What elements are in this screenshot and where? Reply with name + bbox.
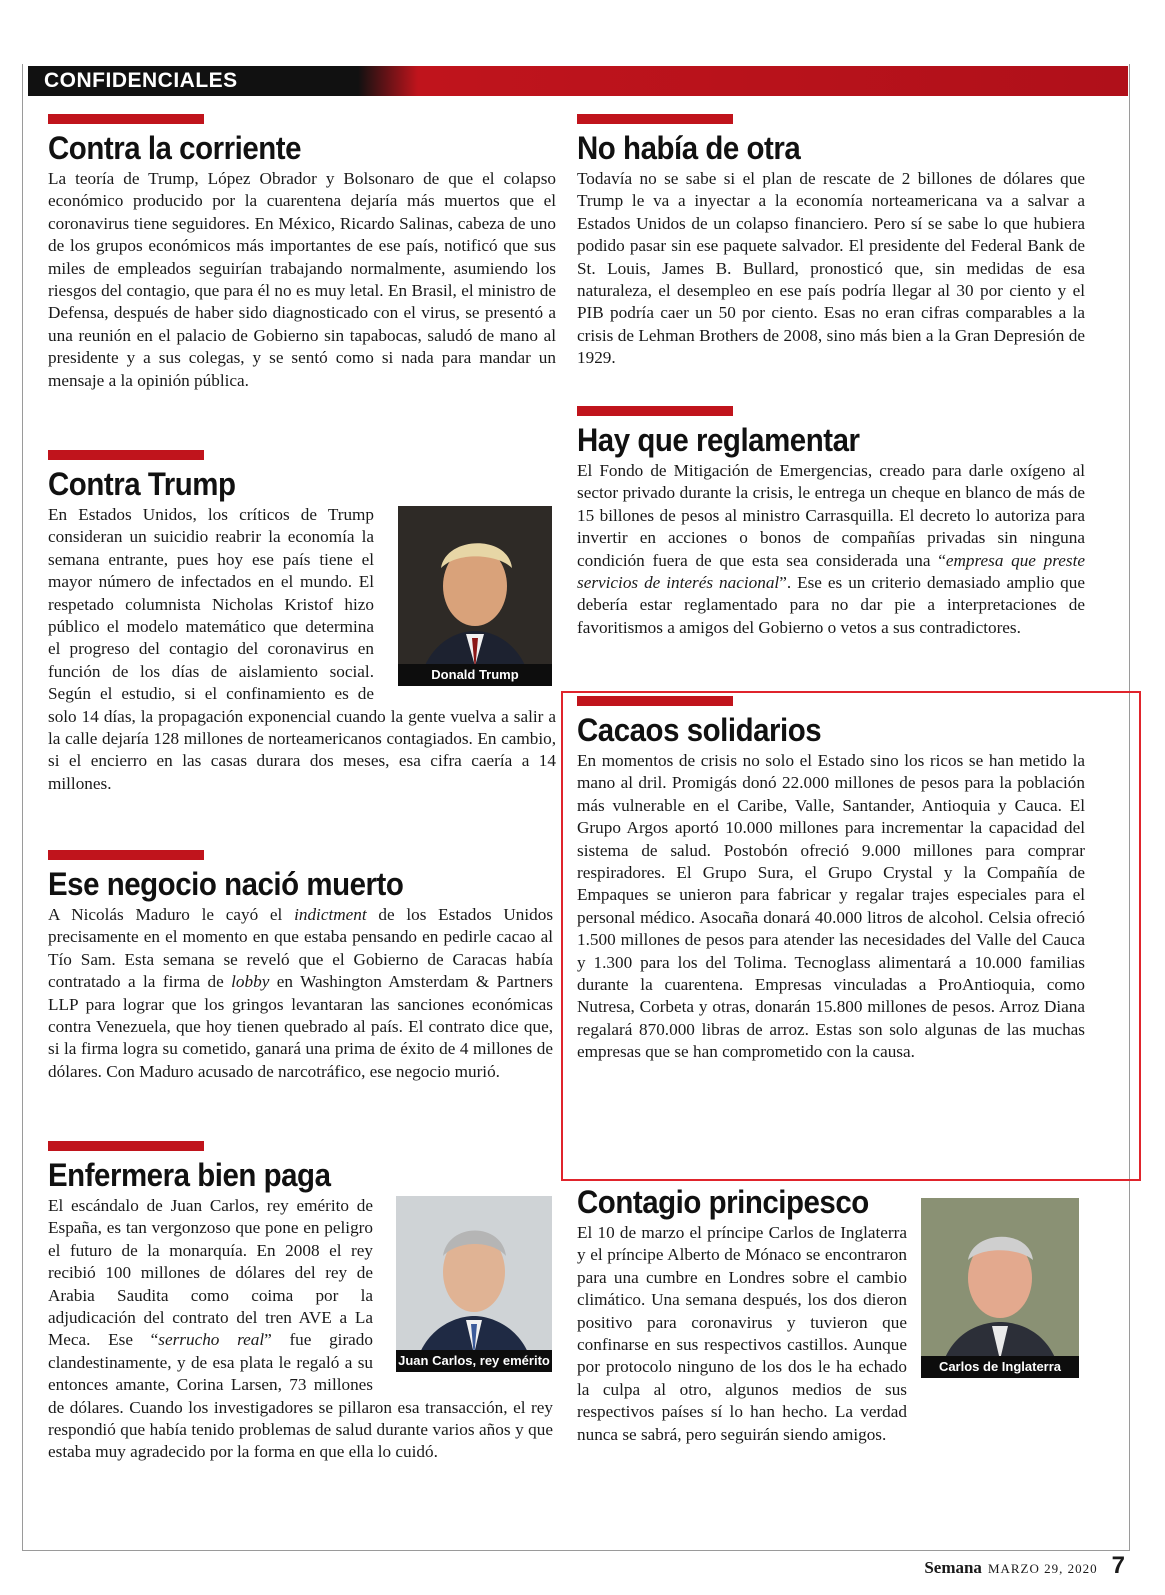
body-text: ”. Ese es un criterio demasiado amplio que debería estar reglamentado para no dar pie a interpretaciones de favoritismos a amigos del Gobierno o vetos a sus contradictores. bbox=[577, 573, 1085, 637]
article-no-habia bbox=[577, 114, 1085, 370]
portrait-illustration bbox=[396, 1196, 552, 1372]
portrait-illustration bbox=[398, 506, 552, 686]
body-text: El Fondo de Mitigación de Emergencias, creado para darle oxígeno al sector privado durante la crisis, le entrega un cheque en blanco de más de 15 billones de pesos al ministro Carrasquilla. El decreto lo autoriza para invertir en acciones o bonos de compañías privadas sin ninguna condición fuera de que esta sea considerada una “ bbox=[577, 461, 1085, 570]
headline: Contra la corriente bbox=[48, 130, 302, 166]
article-reglamentar bbox=[577, 406, 1085, 676]
portrait-illustration bbox=[921, 1198, 1079, 1378]
headline: Contra Trump bbox=[48, 466, 236, 502]
body-text: El escándalo de Juan Carlos, rey emérito de España, es tan vergonzoso que pone en peligro el futuro de la monarquía. En 2008 el rey recibió 100 millones de dólares del rey de Arabia Saudita como coima por la adjudicación del contrato del tren AVE a La Meca. Ese “ bbox=[48, 1196, 373, 1350]
headline: Cacaos solidarios bbox=[577, 712, 822, 748]
photo-caption: Donald Trump bbox=[398, 664, 552, 686]
body-text: A Nicolás Maduro le cayó el bbox=[48, 905, 295, 924]
article-body: Todavía no se sabe si el plan de rescate de 2 billones de dólares que Trump le va a inyectar a la economía norteamericana va a salvar a Estados Unidos de un colapso financiero. Pero sí se sabe lo que hubiera podido pasar sin ese paquete salvador. El presidente del Federal Bank de St. Louis, James B. Bullard, pronosticó que, sin medidas de esa naturaleza, el desempleo en ese país podría llegar al 30 por ciento y el PIB podría caer un 50 por ciento. Esas no eran cifras comparables a la crisis de Lehman Brothers de 2008, sino más bien a la Gran Depresión de 1929. bbox=[577, 169, 1085, 368]
headline: Hay que reglamentar bbox=[577, 422, 860, 458]
body-text: ” fue girado clandestinamente, y de esa plata le regaló a su entonces amante, Corina Larsen, 73 millones de dólares. Cuando los investigadores se pillaron esa transacción, el rey respondió que había tenido problemas de salud durante varios años y que estaba muy agradecido por la forma en que ella lo cuidó. bbox=[48, 1330, 553, 1462]
article-red-bar bbox=[577, 406, 733, 416]
article-body: El 10 de marzo el príncipe Carlos de Inglaterra y el príncipe Alberto de Mónaco se encontraron para una cumbre en Londres sobre el cambio climático. Una semana después, los dos dieron positivo para coronavirus y tuvieron que confinarse en sus respectivos castillos. Aunque por protocolo ninguno de los dos le ha echado la culpa al otro, algunos medios de sus respectivos países sí lo han hecho. La verdad nunca se sabrá, pero seguirán siendo amigos. bbox=[577, 1223, 907, 1444]
article-red-bar bbox=[48, 1141, 204, 1151]
highlight-box bbox=[561, 691, 1141, 1181]
section-label: CONFIDENCIALES bbox=[44, 69, 238, 92]
photo-caption: Juan Carlos, rey emérito bbox=[396, 1350, 552, 1372]
page-footer bbox=[924, 1552, 1125, 1580]
headline: Contagio principesco bbox=[577, 1184, 869, 1220]
issue-date: MARZO 29, 2020 bbox=[987, 1561, 1098, 1576]
juan-carlos-photo bbox=[396, 1196, 552, 1372]
photo-caption: Carlos de Inglaterra bbox=[921, 1356, 1079, 1378]
body-italic: empresa que preste servicios de interés nacional bbox=[577, 550, 1085, 593]
headline: Ese negocio nació muerto bbox=[48, 866, 404, 902]
donald-trump-photo bbox=[398, 506, 552, 686]
article-negocio-murio bbox=[48, 850, 553, 1083]
article-body: En Estados Unidos, los críticos de Trump consideran un suicidio reabrir la economía la semana entrante, pues hoy ese país tiene el mayor número de infectados en el mundo. El respetado columnista Nicholas Kristof hizo público el modelo matemático que determina el progreso del contagio del coronavirus en función de los días de aislamiento social. Según el estudio, si el confinamiento es de solo 14 días, la propagación exponencial cuando la gente vuelva a salir a la calle dejaría 128 millones de norteamericanos contagiados. En cambio, si el encierro en las casas durara dos meses, esa cifra caería a 14 millones. bbox=[48, 505, 556, 793]
carlos-photo bbox=[921, 1198, 1079, 1378]
body-text: en Washington Amsterdam & Partners LLP para lograr que los gringos levantaran las sanciones económicas contra Venezuela, que hoy tienen quebrado al país. El contrato dice que, si la firma logra su cometido, ganará una prima de éxito de 4 millones de dólares. Con Maduro acusado de narcotráfico, ese negocio murió. bbox=[48, 972, 553, 1081]
article-contra-corriente bbox=[48, 114, 556, 392]
page-number: 7 bbox=[1111, 1552, 1125, 1579]
headline: No había de otra bbox=[577, 130, 801, 166]
article-red-bar bbox=[48, 114, 204, 124]
article-red-bar bbox=[577, 114, 733, 124]
article-body: La teoría de Trump, López Obrador y Bolsonaro de que el colapso económico producido por la cuarentena dejaría más muertos que el coronavirus tiene seguidores. En México, Ricardo Salinas, cabeza de uno de los grupos económicos más importantes de ese país, notificó que sus miles de empleados seguirían trabajando normalmente, asumiendo los riesgos del contagio, que para él no es muy letal. En Brasil, el ministro de Defensa, después de haber sido diagnosticado con el virus, se presentó a una reunión en el palacio de Gobierno sin tapabocas, saludó de mano al presidente y a sus colegas, y se sentó como si nada para mandar un mensaje a la opinión pública. bbox=[48, 169, 556, 390]
article-red-bar bbox=[48, 850, 204, 860]
body-italic: serrucho real bbox=[158, 1330, 265, 1350]
body-text: de los Estados Unidos precisamente en el momento en que estaba pensando en pedirle cacao al Tío Sam. Esta semana se reveló que el Gobierno de Caracas había contratado a la firma de bbox=[48, 905, 554, 992]
article-body bbox=[577, 460, 1085, 639]
headline: Enfermera bien paga bbox=[48, 1157, 331, 1193]
body-italic: lobby bbox=[231, 972, 270, 992]
magazine-name: Semana bbox=[924, 1558, 982, 1577]
article-body bbox=[48, 904, 553, 1083]
article-body: En momentos de crisis no solo el Estado sino los ricos se han metido la mano al dril. Promigás donó 22.000 millones de pesos para la población más vulnerable en el Caribe, Valle, Santander, Antioquia y Cauca. El Grupo Argos aportó 10.000 millones para incrementar la capacidad del sistema de salud. Postobón ofreció 9.000 millones para comprar respiradores. El Grupo Sura, el Grupo Crystal y la Compañía de Empaques se unieron para fabricar y regalar trajes especiales para el personal médico. Asocaña donará 40.000 litros de alcohol. Celsia ofreció 1.500 millones de pesos para atender las necesidades del Valle del Cauca y 1.300 para los del Tolima. Tecnoglass alimentará a 10.000 familias durante la cuarentena. Empresas vinculadas a ProAntioquia, como Nutresa, Corbeta y otras, donarán 15.800 millones de pesos. Arroz Diana regalará 870.000 libras de arroz. Estas son solo algunas de las muchas empresas que se han comprometido con la causa. bbox=[577, 751, 1085, 1062]
body-italic: indictment bbox=[294, 905, 367, 924]
article-red-bar bbox=[48, 450, 204, 460]
